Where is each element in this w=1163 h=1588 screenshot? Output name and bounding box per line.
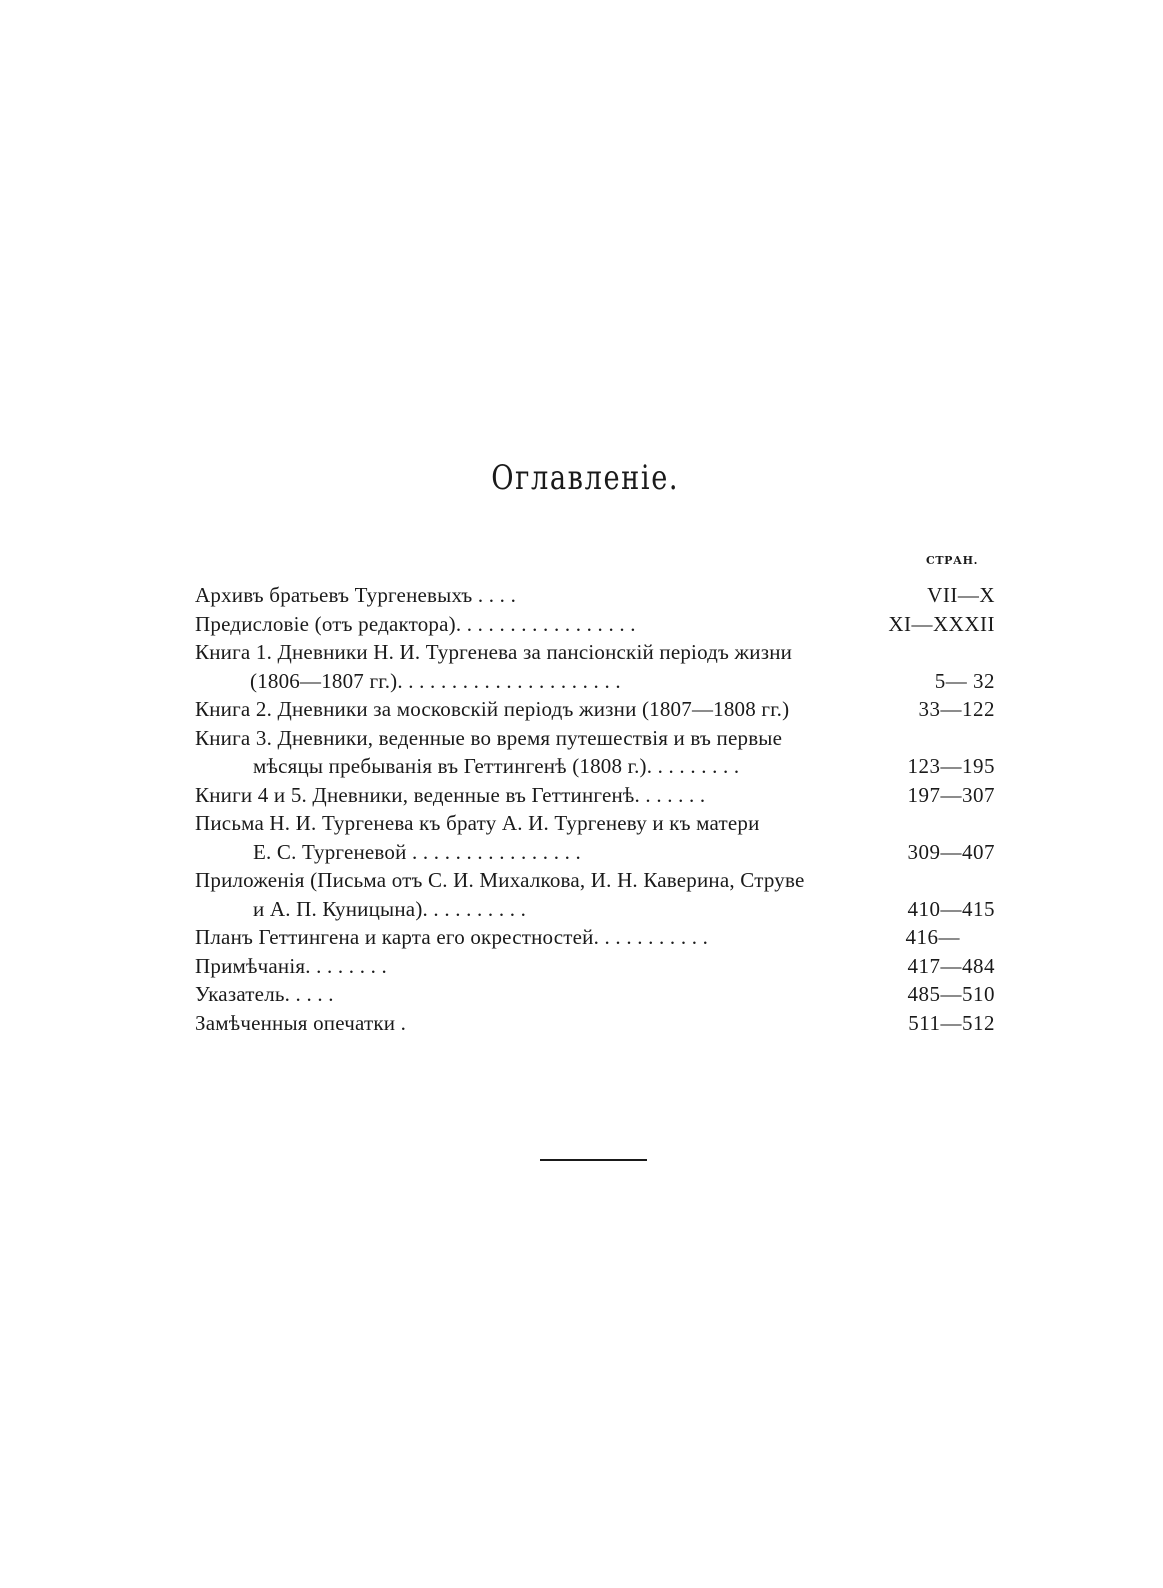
toc-entry-title: (1806—1807 гг.). . . . . . . . . . . . . . . . . . . . .: [250, 668, 621, 693]
toc-entry-title: Книги 4 и 5. Дневники, веденные въ Геттингенѣ. . . . . . .: [195, 782, 706, 807]
toc-entry-page: 33—122: [918, 697, 995, 721]
toc-entry-title: Е. С. Тургеневой . . . . . . . . . . . . . . . .: [253, 839, 581, 864]
toc-entry-title: и А. П. Куницына). . . . . . . . . .: [253, 896, 527, 921]
toc-entry[interactable]: [195, 610, 995, 639]
toc-entry-title: Указатель. . . . .: [195, 982, 334, 1006]
toc-entry-page: VII—X: [927, 583, 995, 607]
table-of-contents: [195, 581, 995, 1037]
closing-rule-divider: [540, 1159, 647, 1161]
toc-entry-page: XI—XXXII: [888, 611, 995, 636]
toc-entry[interactable]: [195, 581, 995, 610]
toc-entry-page: 309—407: [907, 839, 995, 864]
page-title: Оглавленіе.: [491, 458, 680, 498]
toc-entry-title: Примѣчанія. . . . . . . .: [195, 953, 387, 978]
toc-entry[interactable]: [195, 923, 995, 952]
toc-entry-title: Планъ Геттингена и карта его окрестностей. . . . . . . . . . .: [195, 925, 709, 949]
toc-entry-page: 197—307: [907, 782, 995, 807]
toc-entry-continuation[interactable]: [195, 752, 995, 781]
toc-entry[interactable]: [195, 1009, 995, 1038]
toc-entry-continuation[interactable]: [195, 667, 995, 696]
toc-entry-page: 511—512: [908, 1010, 995, 1035]
toc-entry-continuation[interactable]: [195, 895, 995, 924]
page-column-label: СТРАН.: [926, 554, 978, 567]
toc-entry[interactable]: [195, 809, 995, 838]
toc-entry-title: Приложенія (Письма отъ С. И. Михалкова, И. Н. Каверина, Струве: [195, 868, 805, 892]
toc-entry-title: Книга 2. Дневники за московскій періодъ жизни (1807—1808 гг.): [195, 697, 790, 721]
toc-entry[interactable]: [195, 952, 995, 981]
toc-entry-continuation[interactable]: [195, 838, 995, 867]
toc-entry-page: 410—415: [907, 896, 995, 921]
toc-entry-title: Письма Н. И. Тургенева къ брату А. И. Тургеневу и къ матери: [195, 811, 760, 835]
toc-entry-page: 485—510: [907, 982, 995, 1006]
toc-entry-page: 416—: [905, 925, 960, 949]
toc-entry-title: Книга 3. Дневники, веденные во время путешествія и въ первые: [195, 725, 783, 750]
toc-entry-title: Замѣченныя опечатки .: [195, 1010, 407, 1035]
toc-entry-page: 5— 32: [934, 668, 995, 693]
toc-entry[interactable]: [195, 695, 995, 724]
toc-entry-title: Архивъ братьевъ Тургеневыхъ . . . .: [195, 583, 517, 607]
toc-entry[interactable]: [195, 980, 995, 1009]
toc-entry[interactable]: [195, 781, 995, 810]
toc-entry-title: мѣсяцы пребыванія въ Геттингенѣ (1808 г.). . . . . . . . .: [253, 754, 740, 778]
toc-entry[interactable]: [195, 866, 995, 895]
toc-entry-title: Предисловіе (отъ редактора). . . . . . . . . . . . . . . . .: [195, 611, 636, 636]
toc-entry-page: 123—195: [907, 754, 995, 778]
toc-entry[interactable]: [195, 638, 995, 667]
toc-entry-title: Книга 1. Дневники Н. И. Тургенева за пансіонскій періодъ жизни: [195, 640, 793, 664]
toc-entry[interactable]: [195, 724, 995, 753]
toc-entry-page: 417—484: [907, 953, 995, 978]
